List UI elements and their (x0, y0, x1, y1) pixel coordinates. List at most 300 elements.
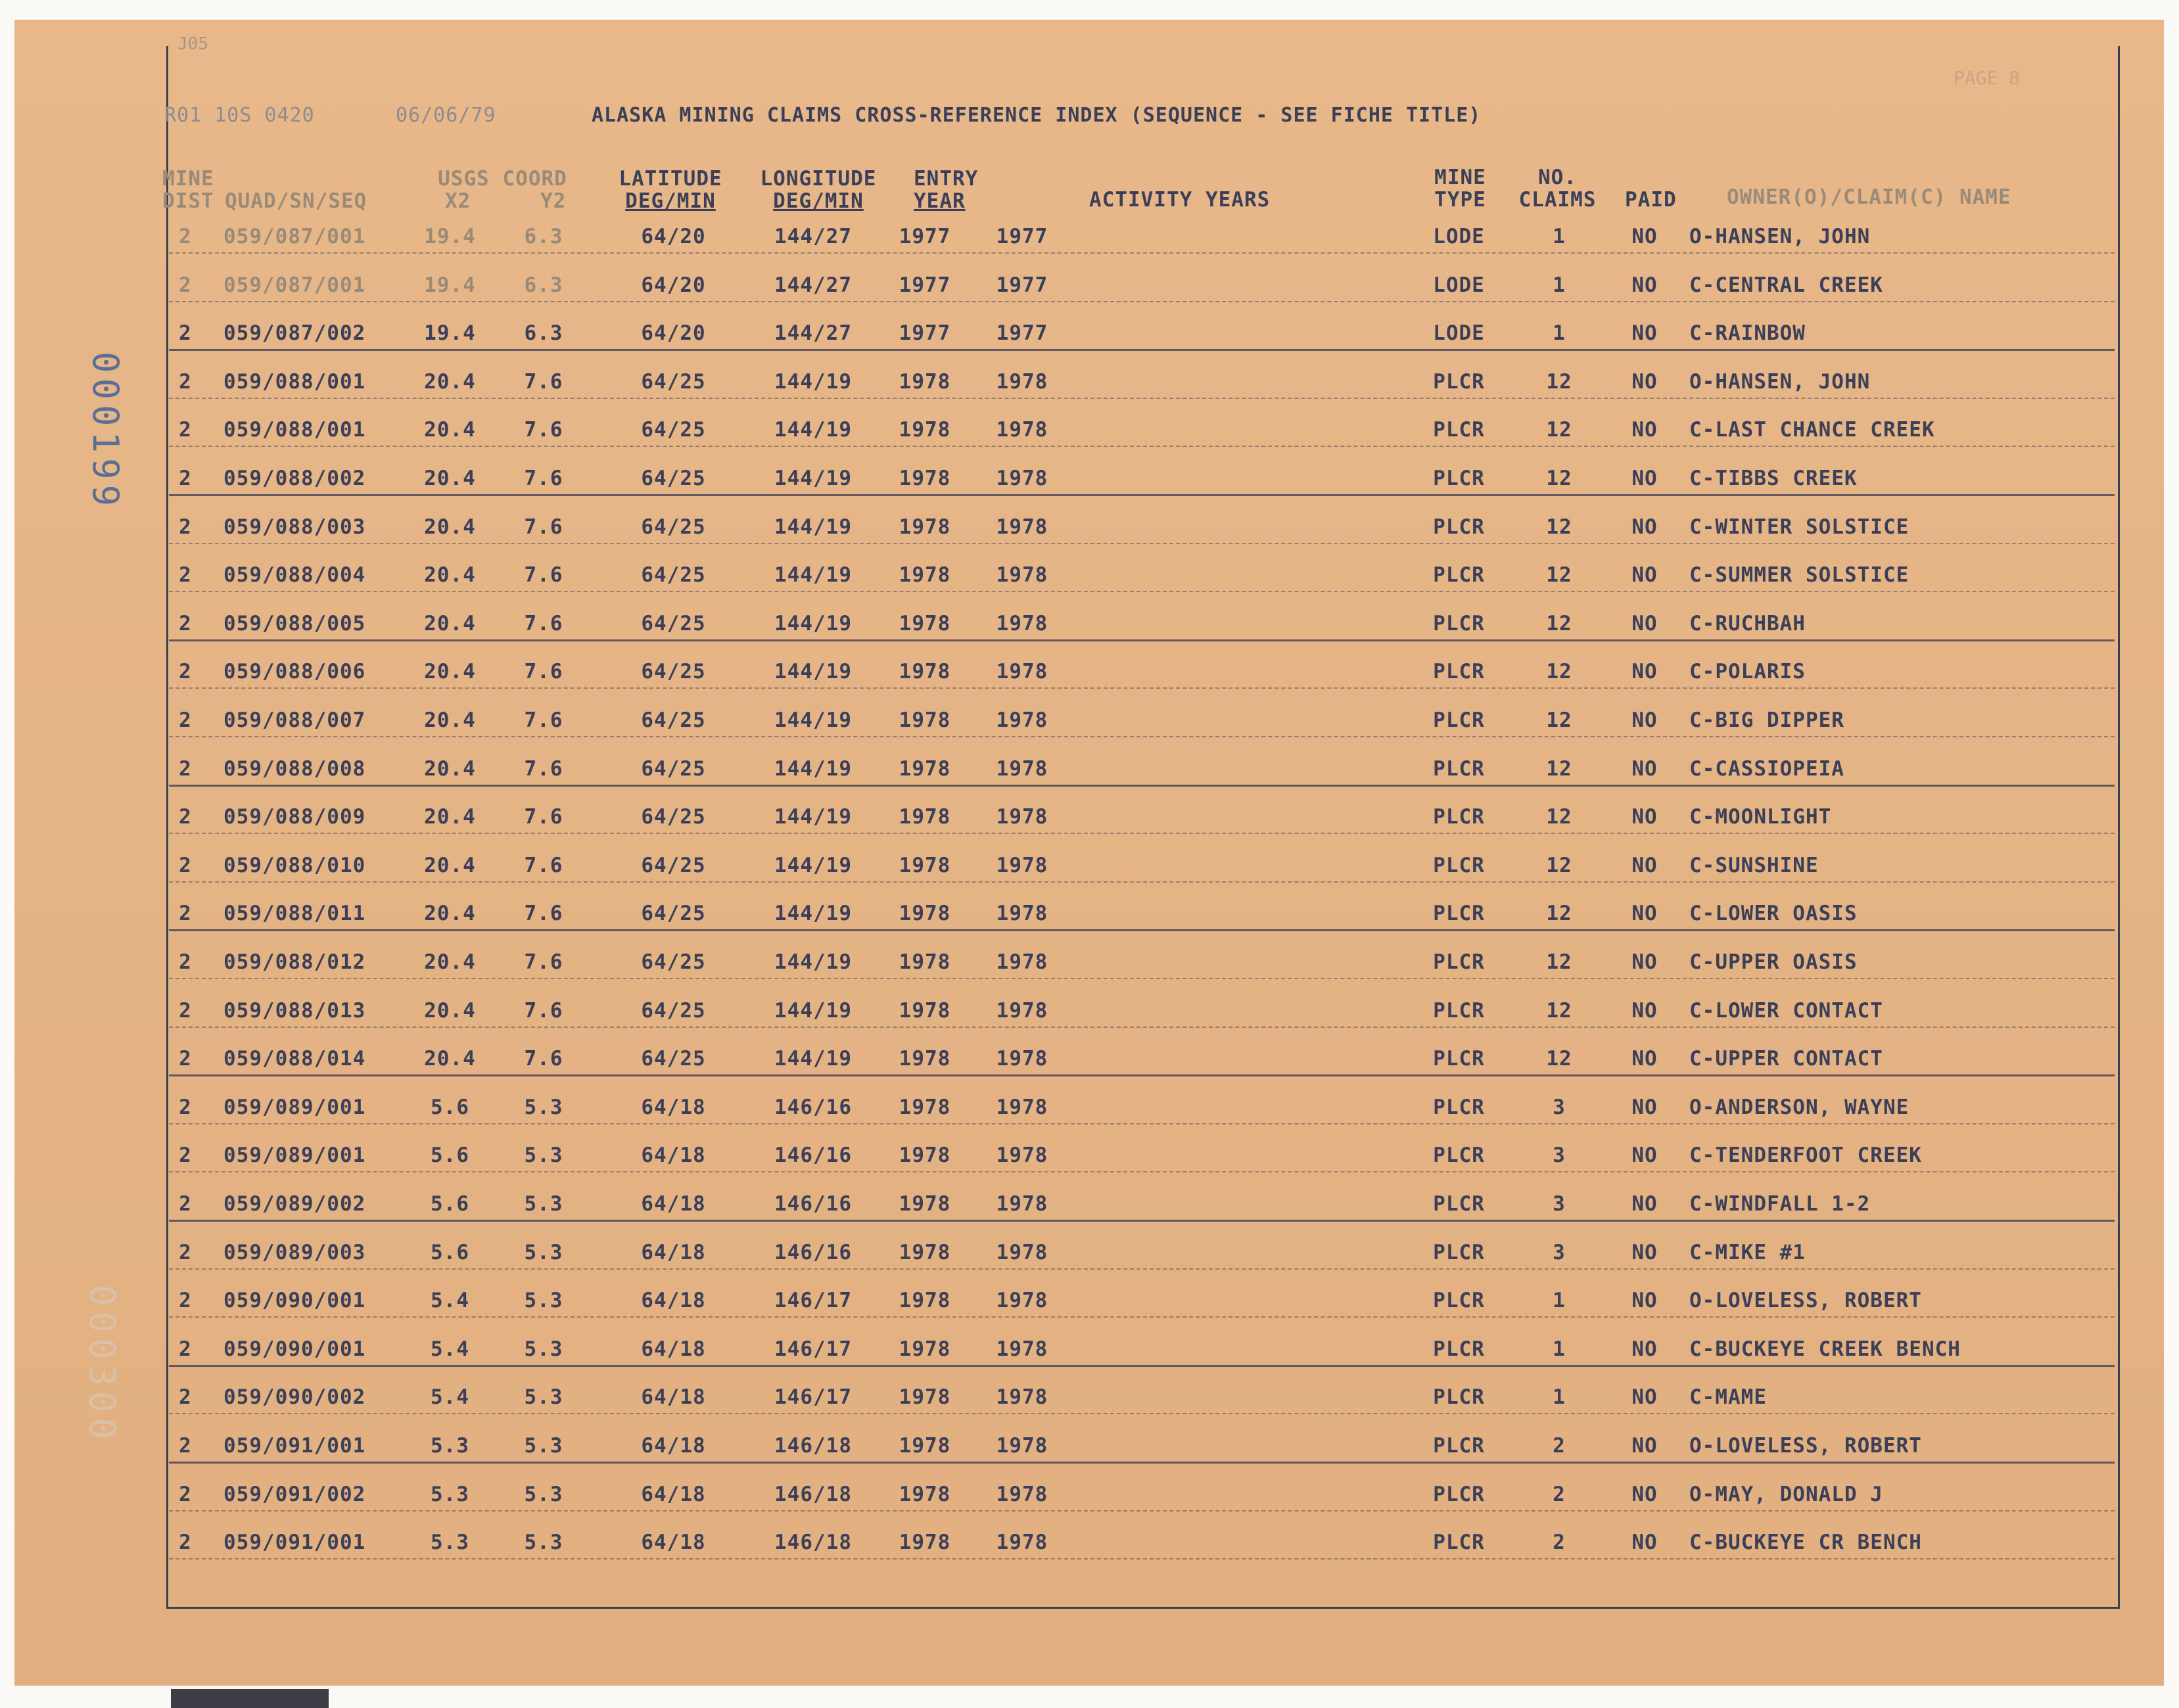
cell-owner-claim-name: C-RUCHBAH (1689, 611, 1806, 635)
cell-activity-year: 1978 (996, 563, 1048, 588)
cell-quad-sn-seq: 059/090/002 (223, 1385, 366, 1410)
cell-entry-year: 1978 (899, 660, 951, 684)
cell-usgs-x2: 20.4 (424, 418, 476, 442)
cell-paid-status: NO (1631, 321, 1658, 346)
cell-claim-count: 2 (1553, 1531, 1566, 1555)
cell-usgs-x2: 19.4 (424, 273, 476, 297)
cell-claim-count: 12 (1546, 902, 1572, 926)
cell-activity-year: 1978 (996, 369, 1048, 394)
cell-longitude: 144/19 (774, 563, 852, 588)
cell-longitude: 144/19 (774, 660, 852, 684)
cell-mine-dist: 2 (179, 805, 192, 829)
cell-quad-sn-seq: 059/088/002 (223, 467, 366, 490)
cell-longitude: 144/19 (774, 853, 852, 877)
row-rule (169, 785, 2115, 787)
row-rule (169, 398, 2115, 399)
cell-quad-sn-seq: 059/089/001 (223, 1143, 366, 1168)
cell-quad-sn-seq: 059/088/009 (223, 805, 366, 829)
cell-paid-status: NO (1631, 1192, 1658, 1216)
cell-mine-dist: 2 (179, 1047, 192, 1071)
cell-mine-dist: 2 (179, 369, 192, 394)
cell-mine-type: LODE (1433, 273, 1485, 297)
table-row (14, 1426, 2164, 1466)
cell-owner-claim-name: C-MIKE #1 (1689, 1240, 1806, 1264)
col-claims-line2: CLAIMS (1518, 188, 1597, 212)
cell-usgs-x2: 20.4 (424, 950, 476, 974)
cell-mine-type: PLCR (1433, 1289, 1485, 1313)
cell-longitude: 146/16 (774, 1095, 852, 1119)
cell-claim-count: 1 (1553, 225, 1566, 248)
cell-mine-dist: 2 (179, 708, 192, 732)
cell-claim-count: 12 (1546, 515, 1572, 539)
cell-usgs-y2: 6.3 (524, 273, 563, 297)
col-latitude (605, 168, 736, 212)
cell-activity-year: 1978 (996, 418, 1048, 442)
cell-quad-sn-seq: 059/088/001 (223, 418, 366, 442)
cell-quad-sn-seq: 059/090/001 (223, 1289, 366, 1313)
table-row (14, 797, 2164, 837)
cell-activity-year: 1978 (996, 1531, 1048, 1555)
cell-claim-count: 1 (1553, 1289, 1566, 1313)
cell-owner-claim-name: C-POLARIS (1689, 660, 1806, 684)
cell-usgs-y2: 5.3 (524, 1143, 563, 1168)
table-row (14, 507, 2164, 547)
cell-owner-claim-name: C-SUMMER SOLSTICE (1689, 563, 1910, 588)
cell-usgs-x2: 5.3 (431, 1434, 469, 1458)
cell-paid-status: NO (1631, 805, 1658, 829)
cell-usgs-y2: 5.3 (524, 1385, 563, 1410)
cell-entry-year: 1978 (899, 418, 951, 442)
cell-latitude: 64/25 (641, 950, 706, 974)
cell-claim-count: 12 (1546, 853, 1572, 877)
row-rule (169, 1462, 2115, 1464)
col-latitude-line2: DEG/MIN (625, 189, 716, 213)
cell-usgs-y2: 7.6 (524, 805, 563, 829)
cell-owner-claim-name: C-SUNSHINE (1689, 853, 1819, 877)
row-rule (169, 1558, 2115, 1559)
cell-activity-year: 1978 (996, 515, 1048, 539)
cell-owner-claim-name: O-HANSEN, JOHN (1689, 369, 1871, 394)
cell-mine-dist: 2 (179, 321, 192, 346)
cell-usgs-x2: 5.6 (431, 1240, 469, 1264)
cell-paid-status: NO (1631, 1531, 1658, 1555)
cell-usgs-y2: 7.6 (524, 756, 563, 781)
table-row (14, 1184, 2164, 1224)
cell-usgs-y2: 5.3 (524, 1192, 563, 1216)
col-quad: QUAD/SN/SEQ (225, 189, 367, 213)
cell-usgs-x2: 5.4 (431, 1289, 469, 1313)
cell-latitude: 64/20 (641, 225, 706, 248)
col-longitude-line1: LONGITUDE (760, 167, 877, 191)
table-row (14, 1039, 2164, 1078)
cell-mine-type: PLCR (1433, 756, 1485, 781)
cell-mine-dist: 2 (179, 998, 192, 1023)
cell-quad-sn-seq: 059/089/002 (223, 1192, 366, 1216)
col-x2: X2 (445, 189, 471, 213)
cell-usgs-y2: 7.6 (524, 467, 563, 490)
cell-longitude: 144/27 (774, 273, 852, 297)
cell-longitude: 146/16 (774, 1240, 852, 1264)
cell-usgs-x2: 20.4 (424, 853, 476, 877)
cell-usgs-x2: 5.3 (431, 1482, 469, 1506)
cell-mine-dist: 2 (179, 1240, 192, 1264)
cell-mine-dist: 2 (179, 1192, 192, 1216)
table-row (14, 1475, 2164, 1514)
cell-latitude: 64/25 (641, 1047, 706, 1071)
cell-mine-type: PLCR (1433, 950, 1485, 974)
cell-activity-year: 1977 (996, 225, 1048, 248)
cell-longitude: 146/16 (774, 1192, 852, 1216)
cell-usgs-y2: 7.6 (524, 515, 563, 539)
cell-quad-sn-seq: 059/087/001 (223, 273, 366, 297)
row-rule (169, 639, 2115, 641)
cell-entry-year: 1978 (899, 1143, 951, 1168)
cell-quad-sn-seq: 059/088/012 (223, 950, 366, 974)
row-rule (169, 252, 2115, 254)
cell-latitude: 64/18 (641, 1095, 706, 1119)
cell-mine-type: LODE (1433, 225, 1485, 248)
cell-latitude: 64/18 (641, 1482, 706, 1506)
cell-mine-type: PLCR (1433, 1531, 1485, 1555)
cell-owner-claim-name: C-WINTER SOLSTICE (1689, 515, 1910, 539)
col-entry-line2: YEAR (914, 189, 966, 213)
cell-latitude: 64/18 (641, 1240, 706, 1264)
cell-usgs-x2: 5.3 (431, 1531, 469, 1555)
cell-entry-year: 1978 (899, 853, 951, 877)
cell-entry-year: 1978 (899, 1385, 951, 1410)
cell-owner-claim-name: O-MAY, DONALD J (1689, 1482, 1883, 1506)
cell-mine-type: PLCR (1433, 1240, 1485, 1264)
cell-mine-type: PLCR (1433, 467, 1485, 490)
cell-claim-count: 1 (1553, 273, 1566, 297)
cell-mine-type: PLCR (1433, 1192, 1485, 1216)
row-rule (169, 687, 2115, 689)
cell-latitude: 64/18 (641, 1289, 706, 1313)
cell-paid-status: NO (1631, 902, 1658, 926)
corner-code: J05 (177, 34, 208, 54)
cell-quad-sn-seq: 059/091/001 (223, 1434, 366, 1458)
cell-usgs-y2: 7.6 (524, 660, 563, 684)
cell-usgs-x2: 5.4 (431, 1385, 469, 1410)
cell-paid-status: NO (1631, 467, 1658, 490)
cell-usgs-x2: 5.6 (431, 1192, 469, 1216)
cell-usgs-y2: 7.6 (524, 369, 563, 394)
cell-usgs-y2: 6.3 (524, 321, 563, 346)
cell-mine-dist: 2 (179, 902, 192, 926)
cell-latitude: 64/18 (641, 1385, 706, 1410)
cell-mine-type: PLCR (1433, 708, 1485, 732)
cell-latitude: 64/25 (641, 611, 706, 635)
cell-owner-claim-name: O-LOVELESS, ROBERT (1689, 1434, 1922, 1458)
cell-usgs-y2: 7.6 (524, 998, 563, 1023)
col-mine-type (1416, 166, 1505, 211)
cell-mine-type: LODE (1433, 321, 1485, 346)
cell-latitude: 64/25 (641, 467, 706, 490)
cell-latitude: 64/25 (641, 708, 706, 732)
row-rule (169, 543, 2115, 544)
row-rule (169, 1510, 2115, 1512)
cell-latitude: 64/25 (641, 756, 706, 781)
cell-usgs-x2: 20.4 (424, 660, 476, 684)
cell-usgs-x2: 20.4 (424, 467, 476, 490)
cell-usgs-x2: 20.4 (424, 563, 476, 588)
table-row (14, 362, 2164, 402)
cell-usgs-y2: 7.6 (524, 708, 563, 732)
cell-longitude: 144/19 (774, 805, 852, 829)
cell-quad-sn-seq: 059/089/003 (223, 1240, 366, 1264)
table-row (14, 1329, 2164, 1369)
cell-activity-year: 1978 (996, 756, 1048, 781)
cell-paid-status: NO (1631, 1385, 1658, 1410)
cell-claim-count: 3 (1553, 1143, 1566, 1168)
cell-usgs-y2: 7.6 (524, 950, 563, 974)
cell-activity-year: 1978 (996, 1240, 1048, 1264)
col-longitude-line2: DEG/MIN (773, 189, 864, 213)
cell-mine-type: PLCR (1433, 1385, 1485, 1410)
cell-paid-status: NO (1631, 708, 1658, 732)
cell-owner-claim-name: C-TENDERFOOT CREEK (1689, 1143, 1922, 1168)
cell-usgs-x2: 20.4 (424, 756, 476, 781)
cell-usgs-x2: 20.4 (424, 805, 476, 829)
cell-longitude: 144/19 (774, 708, 852, 732)
row-rule (169, 881, 2115, 883)
report-id: R01 10S 0420 (164, 104, 315, 127)
cell-usgs-x2: 19.4 (424, 225, 476, 248)
cell-latitude: 64/18 (641, 1434, 706, 1458)
cell-quad-sn-seq: 059/088/001 (223, 369, 366, 394)
cell-claim-count: 1 (1553, 1385, 1566, 1410)
cell-mine-dist: 2 (179, 273, 192, 297)
cell-owner-claim-name: C-LOWER OASIS (1689, 902, 1858, 926)
row-rule (169, 494, 2115, 496)
cell-usgs-x2: 19.4 (424, 321, 476, 346)
cell-usgs-x2: 5.6 (431, 1143, 469, 1168)
cell-usgs-x2: 20.4 (424, 998, 476, 1023)
cell-quad-sn-seq: 059/089/001 (223, 1095, 366, 1119)
cell-usgs-x2: 20.4 (424, 611, 476, 635)
cell-quad-sn-seq: 059/091/002 (223, 1482, 366, 1506)
cell-paid-status: NO (1631, 611, 1658, 635)
cell-paid-status: NO (1631, 1337, 1658, 1361)
table-row (14, 1523, 2164, 1562)
cell-activity-year: 1978 (996, 998, 1048, 1023)
row-rule (169, 1171, 2115, 1172)
cell-mine-type: PLCR (1433, 853, 1485, 877)
table-row (14, 313, 2164, 353)
cell-activity-year: 1978 (996, 611, 1048, 635)
cell-mine-dist: 2 (179, 418, 192, 442)
col-owner-claim-name: OWNER(O)/CLAIM(C) NAME (1727, 185, 2011, 209)
cell-longitude: 146/18 (774, 1531, 852, 1555)
cell-mine-type: PLCR (1433, 418, 1485, 442)
cell-activity-year: 1978 (996, 1047, 1048, 1071)
cell-latitude: 64/25 (641, 418, 706, 442)
cell-paid-status: NO (1631, 1143, 1658, 1168)
cell-activity-year: 1977 (996, 321, 1048, 346)
row-rule (169, 929, 2115, 931)
cell-quad-sn-seq: 059/088/011 (223, 902, 366, 926)
cell-paid-status: NO (1631, 1289, 1658, 1313)
cell-longitude: 144/19 (774, 1047, 852, 1071)
cell-entry-year: 1978 (899, 1434, 951, 1458)
cell-latitude: 64/18 (641, 1337, 706, 1361)
row-rule (169, 736, 2115, 737)
cell-claim-count: 12 (1546, 708, 1572, 732)
cell-claim-count: 12 (1546, 369, 1572, 394)
cell-entry-year: 1977 (899, 273, 951, 297)
cell-activity-year: 1978 (996, 1337, 1048, 1361)
cell-usgs-y2: 7.6 (524, 853, 563, 877)
cell-paid-status: NO (1631, 1434, 1658, 1458)
cell-longitude: 146/17 (774, 1289, 852, 1313)
cell-mine-type: PLCR (1433, 1047, 1485, 1071)
cell-mine-dist: 2 (179, 1143, 192, 1168)
cell-entry-year: 1978 (899, 1240, 951, 1264)
cell-latitude: 64/25 (641, 805, 706, 829)
cell-entry-year: 1977 (899, 321, 951, 346)
cell-mine-type: PLCR (1433, 1143, 1485, 1168)
col-entry-year (914, 168, 978, 212)
cell-latitude: 64/25 (641, 902, 706, 926)
cell-claim-count: 1 (1553, 1337, 1566, 1361)
cell-claim-count: 12 (1546, 418, 1572, 442)
col-mine-dist-line1: MINE (162, 167, 214, 191)
report-title: ALASKA MINING CLAIMS CROSS-REFERENCE INDEX (SEQUENCE - SEE FICHE TITLE) (592, 104, 1482, 127)
row-rule (169, 446, 2115, 447)
cell-activity-year: 1977 (996, 273, 1048, 297)
cell-latitude: 64/25 (641, 660, 706, 684)
cell-claim-count: 12 (1546, 756, 1572, 781)
cell-usgs-y2: 5.3 (524, 1531, 563, 1555)
cell-claim-count: 2 (1553, 1434, 1566, 1458)
cell-paid-status: NO (1631, 853, 1658, 877)
table-row (14, 1377, 2164, 1417)
cell-owner-claim-name: C-BUCKEYE CREEK BENCH (1689, 1337, 1961, 1361)
cell-activity-year: 1978 (996, 1482, 1048, 1506)
cell-longitude: 146/17 (774, 1337, 852, 1361)
col-mine-dist-line2: DIST (162, 189, 214, 213)
cell-longitude: 144/19 (774, 998, 852, 1023)
cell-paid-status: NO (1631, 369, 1658, 394)
cell-longitude: 144/19 (774, 950, 852, 974)
cell-paid-status: NO (1631, 515, 1658, 539)
cell-latitude: 64/25 (641, 515, 706, 539)
cell-entry-year: 1978 (899, 1531, 951, 1555)
cell-activity-year: 1978 (996, 1289, 1048, 1313)
cell-mine-dist: 2 (179, 515, 192, 539)
page-label: PAGE 8 (1954, 67, 2021, 89)
cell-mine-type: PLCR (1433, 563, 1485, 588)
cell-mine-dist: 2 (179, 1337, 192, 1361)
cell-mine-dist: 2 (179, 1482, 192, 1506)
cell-usgs-x2: 20.4 (424, 1047, 476, 1071)
cell-latitude: 64/20 (641, 273, 706, 297)
cell-entry-year: 1978 (899, 756, 951, 781)
cell-usgs-y2: 5.3 (524, 1434, 563, 1458)
cell-quad-sn-seq: 059/088/006 (223, 660, 366, 684)
cell-latitude: 64/25 (641, 853, 706, 877)
cell-mine-dist: 2 (179, 1531, 192, 1555)
cell-longitude: 144/19 (774, 756, 852, 781)
cell-quad-sn-seq: 059/091/001 (223, 1531, 366, 1555)
cell-paid-status: NO (1631, 563, 1658, 588)
cell-activity-year: 1978 (996, 1385, 1048, 1410)
cell-claim-count: 12 (1546, 563, 1572, 588)
cell-usgs-y2: 7.6 (524, 418, 563, 442)
table-row (14, 604, 2164, 643)
cell-paid-status: NO (1631, 418, 1658, 442)
row-rule (169, 349, 2115, 351)
col-usgs-coord-line1: USGS COORD (438, 167, 567, 191)
cell-owner-claim-name: C-CENTRAL CREEK (1689, 273, 1883, 297)
cell-activity-year: 1978 (996, 805, 1048, 829)
cell-mine-type: PLCR (1433, 998, 1485, 1023)
cell-activity-year: 1978 (996, 467, 1048, 490)
cell-entry-year: 1978 (899, 1337, 951, 1361)
row-rule (169, 1316, 2115, 1318)
cell-owner-claim-name: C-TIBBS CREEK (1689, 467, 1858, 490)
cell-latitude: 64/25 (641, 998, 706, 1023)
table-row (14, 942, 2164, 982)
cell-owner-claim-name: C-LAST CHANCE CREEK (1689, 418, 1935, 442)
cell-longitude: 144/19 (774, 515, 852, 539)
row-rule (169, 1123, 2115, 1124)
row-rule (169, 1074, 2115, 1076)
row-rule (169, 591, 2115, 592)
table-row (14, 410, 2164, 450)
cell-entry-year: 1978 (899, 611, 951, 635)
cell-paid-status: NO (1631, 225, 1658, 248)
cell-entry-year: 1978 (899, 515, 951, 539)
cell-claim-count: 12 (1546, 660, 1572, 684)
col-latitude-line1: LATITUDE (619, 167, 722, 191)
table-row (14, 217, 2164, 256)
cell-mine-type: PLCR (1433, 660, 1485, 684)
cell-mine-dist: 2 (179, 611, 192, 635)
cell-entry-year: 1978 (899, 902, 951, 926)
col-mine-type-line2: TYPE (1434, 188, 1486, 212)
cell-claim-count: 12 (1546, 805, 1572, 829)
cell-activity-year: 1978 (996, 1143, 1048, 1168)
col-longitude (749, 168, 887, 212)
row-rule (169, 1220, 2115, 1222)
cell-activity-year: 1978 (996, 660, 1048, 684)
cell-latitude: 64/18 (641, 1143, 706, 1168)
cell-mine-dist: 2 (179, 1095, 192, 1119)
cell-paid-status: NO (1631, 998, 1658, 1023)
cell-mine-type: PLCR (1433, 611, 1485, 635)
table-row (14, 1281, 2164, 1320)
row-rule (169, 1268, 2115, 1270)
cell-owner-claim-name: O-ANDERSON, WAYNE (1689, 1095, 1910, 1119)
cell-paid-status: NO (1631, 1095, 1658, 1119)
cell-usgs-y2: 5.3 (524, 1289, 563, 1313)
cell-mine-type: PLCR (1433, 805, 1485, 829)
cell-usgs-x2: 5.6 (431, 1095, 469, 1119)
cell-mine-type: PLCR (1433, 1482, 1485, 1506)
fiche-number-lower: 000300 (82, 1285, 123, 1445)
cell-paid-status: NO (1631, 660, 1658, 684)
cell-owner-claim-name: C-BUCKEYE CR BENCH (1689, 1531, 1922, 1555)
col-entry-line1: ENTRY (914, 167, 979, 191)
cell-claim-count: 12 (1546, 611, 1572, 635)
col-claims (1510, 166, 1605, 211)
table-row (14, 749, 2164, 789)
cell-usgs-y2: 5.3 (524, 1240, 563, 1264)
cell-owner-claim-name: C-BIG DIPPER (1689, 708, 1844, 732)
cell-latitude: 64/25 (641, 369, 706, 394)
microfiche-sheet (14, 20, 2164, 1686)
